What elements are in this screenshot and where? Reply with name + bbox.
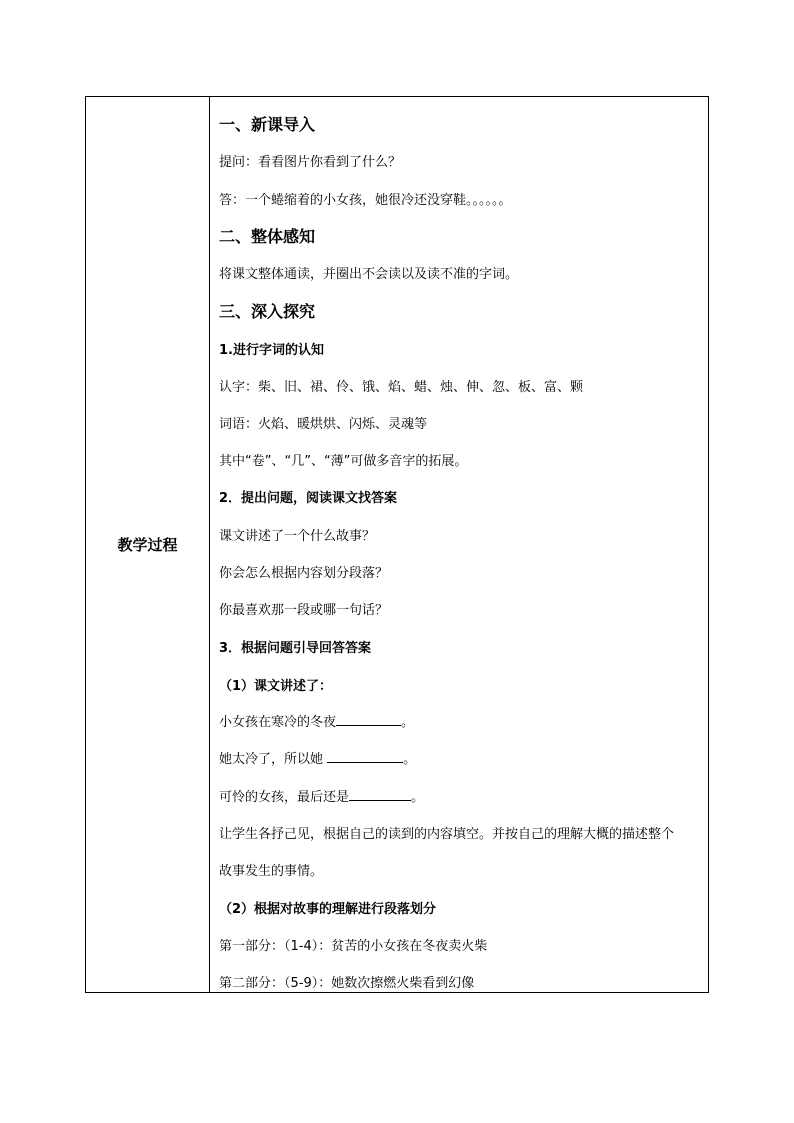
heading-deep: 三、深入探究 (219, 302, 316, 321)
fill-blank-1[interactable] (336, 713, 401, 726)
part-1-line: 第一部分：（1-4）：贫苦的小女孩在冬夜卖火柴 (219, 939, 488, 954)
polyphone-line: 其中“卷”、“几”、“薄”可做多音字的拓展。 (219, 454, 468, 469)
fill-blank-2[interactable] (327, 750, 403, 763)
fill-blank-3[interactable] (349, 788, 411, 801)
fill-3-end: 。 (411, 790, 425, 805)
question-3: 你最喜欢那一段或哪一句话？ (219, 603, 389, 618)
read-instruction: 将课文整体通读，并圈出不会读以及读不准的字词。 (219, 267, 519, 282)
step-2-heading: 2．提出问题，阅读课文找答案 (219, 491, 398, 506)
question-line: 提问：看看图片你看到了什么？ (219, 155, 402, 170)
part-2-line: 第二部分：（5-9）：她数次擦燃火柴看到幻像 (219, 976, 475, 991)
words-line: 词语：火焰、暖烘烘、闪烁、灵魂等 (219, 417, 428, 432)
fill-line-3 (219, 786, 424, 805)
question-2: 你会怎么根据内容划分段落？ (219, 566, 389, 581)
step-3-heading: 3．根据问题引导回答答案 (219, 641, 372, 656)
fill-1-text: 小女孩在寒冷的冬夜 (219, 715, 337, 730)
discussion-line-2: 故事发生的事情。 (219, 864, 324, 879)
fill-3-text: 可怜的女孩，最后还是 (219, 790, 350, 805)
lesson-table (85, 96, 709, 993)
chars-line: 认字：柴、旧、裙、伶、饿、焰、蜡、烛、伸、忽、板、富、颗 (219, 380, 584, 395)
fill-line-2 (219, 748, 416, 767)
step-1-heading: 1.进行字词的认知 (219, 343, 324, 358)
section-label: 教学过程 (117, 536, 178, 554)
sub-1-heading: （1）课文讲述了： (219, 679, 333, 694)
content-cell (210, 97, 708, 992)
fill-2-end: 。 (403, 752, 417, 767)
question-1: 课文讲述了一个什么故事？ (219, 529, 376, 544)
heading-overall: 二、整体感知 (219, 227, 316, 246)
answer-line: 答：一个蜷缩着的小女孩，她很冷还没穿鞋。。。。。。 (219, 193, 512, 208)
fill-1-end: 。 (401, 715, 415, 730)
sub-2-heading: （2）根据对故事的理解进行段落划分 (219, 902, 437, 917)
fill-2-text: 她太冷了，所以她 (219, 752, 328, 767)
fill-line-1 (219, 711, 414, 730)
section-label-cell (86, 97, 210, 992)
discussion-line-1: 让学生各抒己见，根据自己的读到的内容填空。并按自己的理解大概的描述整个 (219, 827, 675, 842)
heading-new-lesson: 一、新课导入 (219, 115, 316, 134)
